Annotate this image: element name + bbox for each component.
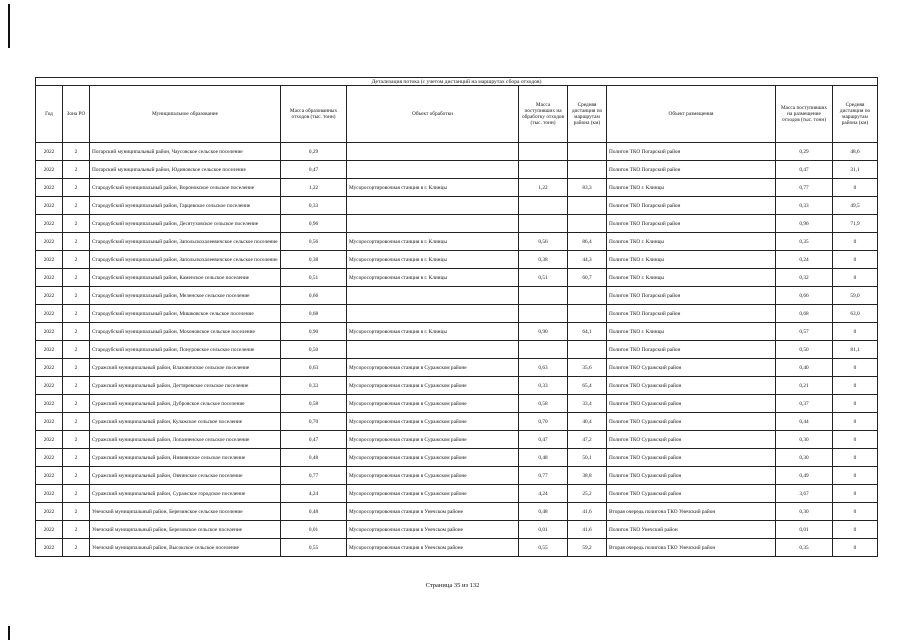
- cell-avg-distance-disposal: 0: [833, 521, 878, 539]
- cell-mass-generated: 4,24: [281, 485, 347, 503]
- cell-disposal-object: Полигон ТКО Суражский район: [607, 359, 776, 377]
- cell-avg-distance-disposal: 0: [833, 431, 878, 449]
- cell-mass-disposed: 0,66: [776, 287, 833, 305]
- cell-avg-distance-processing: [568, 197, 607, 215]
- table-row: [36, 503, 878, 521]
- cell-avg-distance-processing: 47,2: [568, 431, 607, 449]
- cell-zone: 2: [63, 143, 90, 161]
- cell-avg-distance-disposal: 63,0: [833, 305, 878, 323]
- cell-processing-object: Мусоросортировочная станция в Суражском районе: [347, 485, 519, 503]
- cell-mass-disposed: 3,67: [776, 485, 833, 503]
- cell-mass-processed: [519, 287, 568, 305]
- cell-mass-processed: [519, 197, 568, 215]
- cell-zone: 2: [63, 503, 90, 521]
- cell-disposal-object: Полигон ТКО Суражский район: [607, 449, 776, 467]
- cell-mass-processed: [519, 305, 568, 323]
- cell-year: 2022: [36, 521, 63, 539]
- cell-processing-object: Мусоросортировочная станция в Суражском районе: [347, 467, 519, 485]
- cell-mass-generated: 0,38: [281, 251, 347, 269]
- cell-processing-object: [347, 161, 519, 179]
- cell-municipality: Стародубский муниципальный район, Десятуховское сельское поселение: [90, 215, 281, 233]
- cell-municipality: Суражский муниципальный район, Лопазненское сельское поселение: [90, 431, 281, 449]
- cell-mass-generated: 0,63: [281, 359, 347, 377]
- cell-year: 2022: [36, 539, 63, 557]
- cell-mass-disposed: 0,57: [776, 323, 833, 341]
- cell-mass-disposed: 0,50: [776, 341, 833, 359]
- cell-mass-disposed: 0,35: [776, 233, 833, 251]
- cell-mass-generated: 0,29: [281, 143, 347, 161]
- cell-mass-generated: 0,68: [281, 305, 347, 323]
- cell-mass-generated: 0,48: [281, 503, 347, 521]
- cell-year: 2022: [36, 503, 63, 521]
- cell-avg-distance-disposal: 31,1: [833, 161, 878, 179]
- cell-municipality: Стародубский муниципальный район, Запольскохалеевичское сельское поселение: [90, 251, 281, 269]
- cell-processing-object: Мусоросортировочная станция в Унечском районе: [347, 521, 519, 539]
- cell-mass-generated: 0,90: [281, 323, 347, 341]
- cell-mass-processed: 0,48: [519, 503, 568, 521]
- cell-municipality: Стародубский муниципальный район, Мишковское сельское поселение: [90, 305, 281, 323]
- cell-avg-distance-processing: [568, 305, 607, 323]
- cell-municipality: Унечский муниципальный район, Высокское сельское поселение: [90, 539, 281, 557]
- cell-avg-distance-processing: 65,4: [568, 377, 607, 395]
- table-row: [36, 413, 878, 431]
- cell-year: 2022: [36, 377, 63, 395]
- cell-processing-object: [347, 305, 519, 323]
- cell-mass-generated: 0,96: [281, 215, 347, 233]
- header-avg-distance-processing: Средняя дистанция по маршрутам района (км): [568, 86, 607, 143]
- cell-year: 2022: [36, 197, 63, 215]
- cell-zone: 2: [63, 485, 90, 503]
- cell-avg-distance-processing: 41,6: [568, 503, 607, 521]
- cell-avg-distance-disposal: 0: [833, 539, 878, 557]
- cell-zone: 2: [63, 215, 90, 233]
- cell-avg-distance-processing: 64,1: [568, 323, 607, 341]
- cell-mass-generated: 0,66: [281, 287, 347, 305]
- cell-mass-generated: 0,55: [281, 539, 347, 557]
- cell-zone: 2: [63, 341, 90, 359]
- cell-avg-distance-disposal: 0: [833, 467, 878, 485]
- cell-processing-object: Мусоросортировочная станция в г. Клинцы: [347, 251, 519, 269]
- cell-zone: 2: [63, 233, 90, 251]
- cell-mass-processed: 0,70: [519, 413, 568, 431]
- cell-avg-distance-processing: 60,7: [568, 269, 607, 287]
- cell-avg-distance-processing: 44,3: [568, 251, 607, 269]
- cell-processing-object: [347, 341, 519, 359]
- cell-processing-object: Мусоросортировочная станция в Суражском районе: [347, 431, 519, 449]
- cell-disposal-object: Полигон ТКО Погарский район: [607, 341, 776, 359]
- cell-mass-processed: [519, 161, 568, 179]
- table-row: [36, 197, 878, 215]
- cell-municipality: Суражский муниципальный район, Дубровское сельское поселение: [90, 395, 281, 413]
- cell-year: 2022: [36, 341, 63, 359]
- cell-avg-distance-disposal: 48,6: [833, 143, 878, 161]
- table-title: Детализация потока (с учетом дистанций на маршрутах сбора отходов): [36, 78, 878, 86]
- cell-mass-processed: 1,22: [519, 179, 568, 197]
- cell-municipality: Суражский муниципальный район, Нивнянское сельское поселение: [90, 449, 281, 467]
- cell-processing-object: Мусоросортировочная станция в Суражском районе: [347, 377, 519, 395]
- cell-avg-distance-disposal: 0: [833, 269, 878, 287]
- header-mass-generated: Масса образованных отходов (тыс. тонн): [281, 86, 347, 143]
- cell-mass-disposed: 0,30: [776, 503, 833, 521]
- left-margin-line: [8, 4, 10, 48]
- cell-municipality: Погарский муниципальный район, Чаусовское сельское поселение: [90, 143, 281, 161]
- cell-mass-disposed: 0,29: [776, 143, 833, 161]
- cell-processing-object: Мусоросортировочная станция в г. Клинцы: [347, 179, 519, 197]
- cell-disposal-object: Вторая очередь полигона ТКО Унечский район: [607, 503, 776, 521]
- cell-mass-processed: [519, 143, 568, 161]
- table-row: [36, 431, 878, 449]
- cell-mass-processed: 0,90: [519, 323, 568, 341]
- cell-mass-generated: 0,47: [281, 161, 347, 179]
- cell-mass-processed: 0,56: [519, 233, 568, 251]
- table-row: [36, 305, 878, 323]
- header-disposal-object: Объект размещения: [607, 86, 776, 143]
- cell-zone: 2: [63, 305, 90, 323]
- cell-avg-distance-processing: 33,4: [568, 395, 607, 413]
- cell-avg-distance-disposal: 0: [833, 449, 878, 467]
- cell-processing-object: Мусоросортировочная станция в Суражском районе: [347, 359, 519, 377]
- cell-mass-processed: 0,48: [519, 449, 568, 467]
- cell-mass-generated: 0,58: [281, 395, 347, 413]
- cell-year: 2022: [36, 305, 63, 323]
- header-mass-disposed: Масса поступивших на размещение отходов (тыс. тонн): [776, 86, 833, 143]
- cell-disposal-object: Полигон ТКО г. Клинцы: [607, 323, 776, 341]
- cell-disposal-object: Полигон ТКО Погарский район: [607, 161, 776, 179]
- cell-municipality: Суражский муниципальный район, Овчинское сельское поселение: [90, 467, 281, 485]
- cell-processing-object: Мусоросортировочная станция в Суражском районе: [347, 413, 519, 431]
- cell-avg-distance-processing: [568, 215, 607, 233]
- cell-avg-distance-processing: 59,2: [568, 539, 607, 557]
- waste-flow-table: [35, 77, 878, 557]
- cell-zone: 2: [63, 413, 90, 431]
- cell-municipality: Унечский муниципальный район, Березинское сельское поселение: [90, 503, 281, 521]
- cell-disposal-object: Полигон ТКО г. Клинцы: [607, 179, 776, 197]
- cell-mass-disposed: 0,47: [776, 161, 833, 179]
- cell-year: 2022: [36, 251, 63, 269]
- cell-zone: 2: [63, 179, 90, 197]
- cell-avg-distance-processing: 38,8: [568, 467, 607, 485]
- cell-disposal-object: Полигон ТКО Суражский район: [607, 485, 776, 503]
- cell-mass-processed: 0,38: [519, 251, 568, 269]
- cell-mass-processed: 4,24: [519, 485, 568, 503]
- cell-mass-disposed: 0,30: [776, 449, 833, 467]
- table-row: [36, 269, 878, 287]
- table-row: [36, 485, 878, 503]
- cell-disposal-object: Полигон ТКО Погарский район: [607, 215, 776, 233]
- cell-avg-distance-disposal: 0: [833, 485, 878, 503]
- cell-avg-distance-processing: 25,2: [568, 485, 607, 503]
- cell-mass-generated: 0,77: [281, 467, 347, 485]
- cell-mass-processed: 0,77: [519, 467, 568, 485]
- cell-processing-object: [347, 215, 519, 233]
- cell-avg-distance-processing: 40,4: [568, 413, 607, 431]
- cell-disposal-object: Полигон ТКО г. Клинцы: [607, 251, 776, 269]
- cell-mass-generated: 0,70: [281, 413, 347, 431]
- cell-processing-object: Мусоросортировочная станция в Унечском районе: [347, 503, 519, 521]
- cell-zone: 2: [63, 449, 90, 467]
- header-mass-processed: Масса поступивших на обработку отходов (тыс. тонн): [519, 86, 568, 143]
- cell-avg-distance-processing: 41,6: [568, 521, 607, 539]
- cell-avg-distance-processing: 50,1: [568, 449, 607, 467]
- table-row: [36, 323, 878, 341]
- cell-mass-generated: 0,48: [281, 449, 347, 467]
- cell-avg-distance-disposal: 49,5: [833, 197, 878, 215]
- cell-disposal-object: Полигон ТКО Погарский район: [607, 197, 776, 215]
- cell-zone: 2: [63, 431, 90, 449]
- cell-year: 2022: [36, 233, 63, 251]
- cell-mass-disposed: 0,96: [776, 215, 833, 233]
- cell-year: 2022: [36, 143, 63, 161]
- cell-zone: 2: [63, 395, 90, 413]
- cell-disposal-object: Полигон ТКО Погарский район: [607, 305, 776, 323]
- cell-municipality: Стародубский муниципальный район, Каменское сельское поселение: [90, 269, 281, 287]
- cell-avg-distance-disposal: 0: [833, 233, 878, 251]
- table-row: [36, 359, 878, 377]
- cell-avg-distance-processing: [568, 161, 607, 179]
- cell-avg-distance-processing: 83,3: [568, 179, 607, 197]
- cell-processing-object: Мусоросортировочная станция в Унечском районе: [347, 539, 519, 557]
- cell-disposal-object: Полигон ТКО Унечский район: [607, 521, 776, 539]
- cell-year: 2022: [36, 395, 63, 413]
- cell-mass-generated: 0,01: [281, 521, 347, 539]
- table-row: [36, 143, 878, 161]
- cell-mass-generated: 0,33: [281, 197, 347, 215]
- page-number: Страница 35 из 132: [425, 582, 480, 589]
- cell-municipality: Стародубский муниципальный район, Понуровское сельское поселение: [90, 341, 281, 359]
- cell-processing-object: [347, 287, 519, 305]
- cell-mass-disposed: 0,77: [776, 179, 833, 197]
- cell-processing-object: Мусоросортировочная станция в Суражском районе: [347, 449, 519, 467]
- cell-municipality: Суражский муниципальный район, Влазовичское сельское поселение: [90, 359, 281, 377]
- cell-mass-processed: [519, 341, 568, 359]
- header-zone: Зона РО: [63, 86, 90, 143]
- cell-disposal-object: Полигон ТКО г. Клинцы: [607, 269, 776, 287]
- cell-municipality: Стародубский муниципальный район, Воронокское сельское поселение: [90, 179, 281, 197]
- cell-avg-distance-processing: 35,6: [568, 359, 607, 377]
- cell-mass-processed: 0,33: [519, 377, 568, 395]
- table-row: [36, 539, 878, 557]
- cell-municipality: Стародубский муниципальный район, Запольскохалеевичское сельское поселение: [90, 233, 281, 251]
- table-row: [36, 251, 878, 269]
- cell-mass-processed: 0,01: [519, 521, 568, 539]
- cell-municipality: Суражский муниципальный район, Дегтяревское сельское поселение: [90, 377, 281, 395]
- table-row: [36, 377, 878, 395]
- cell-mass-disposed: 0,32: [776, 269, 833, 287]
- cell-avg-distance-disposal: 71,9: [833, 215, 878, 233]
- cell-processing-object: Мусоросортировочная станция в г. Клинцы: [347, 323, 519, 341]
- cell-zone: 2: [63, 323, 90, 341]
- cell-avg-distance-processing: [568, 287, 607, 305]
- cell-year: 2022: [36, 467, 63, 485]
- cell-disposal-object: Полигон ТКО Погарский район: [607, 143, 776, 161]
- cell-zone: 2: [63, 197, 90, 215]
- cell-avg-distance-processing: [568, 341, 607, 359]
- table-row: [36, 467, 878, 485]
- cell-avg-distance-disposal: 0: [833, 359, 878, 377]
- cell-mass-generated: 1,22: [281, 179, 347, 197]
- cell-zone: 2: [63, 539, 90, 557]
- cell-municipality: Погарский муниципальный район, Юдиновское сельское поселение: [90, 161, 281, 179]
- cell-mass-processed: 0,51: [519, 269, 568, 287]
- cell-disposal-object: Полигон ТКО Суражский район: [607, 467, 776, 485]
- cell-avg-distance-disposal: 0: [833, 179, 878, 197]
- cell-mass-disposed: 0,40: [776, 359, 833, 377]
- cell-municipality: Стародубский муниципальный район, Меленское сельское поселение: [90, 287, 281, 305]
- cell-zone: 2: [63, 287, 90, 305]
- cell-mass-processed: 0,47: [519, 431, 568, 449]
- cell-mass-disposed: 0,33: [776, 197, 833, 215]
- cell-mass-disposed: 0,01: [776, 521, 833, 539]
- cell-mass-processed: 0,55: [519, 539, 568, 557]
- cell-processing-object: Мусоросортировочная станция в Суражском районе: [347, 395, 519, 413]
- table-row: [36, 341, 878, 359]
- cell-avg-distance-disposal: 0: [833, 323, 878, 341]
- cell-year: 2022: [36, 323, 63, 341]
- cell-disposal-object: Вторая очередь полигона ТКО Унечский район: [607, 539, 776, 557]
- cell-mass-disposed: 0,44: [776, 413, 833, 431]
- cell-disposal-object: Полигон ТКО Суражский район: [607, 431, 776, 449]
- cell-year: 2022: [36, 161, 63, 179]
- cell-mass-generated: 0,50: [281, 341, 347, 359]
- cell-processing-object: Мусоросортировочная станция в г. Клинцы: [347, 269, 519, 287]
- cell-mass-processed: [519, 215, 568, 233]
- cell-processing-object: Мусоросортировочная станция в г. Клинцы: [347, 233, 519, 251]
- cell-mass-disposed: 0,30: [776, 431, 833, 449]
- cell-mass-disposed: 0,49: [776, 467, 833, 485]
- cell-processing-object: [347, 197, 519, 215]
- cell-year: 2022: [36, 269, 63, 287]
- header-processing-object: Объект обработки: [347, 86, 519, 143]
- cell-mass-generated: 0,51: [281, 269, 347, 287]
- cell-avg-distance-disposal: 0: [833, 503, 878, 521]
- cell-disposal-object: Полигон ТКО Суражский район: [607, 413, 776, 431]
- cell-avg-distance-processing: [568, 143, 607, 161]
- cell-mass-generated: 0,56: [281, 233, 347, 251]
- cell-zone: 2: [63, 521, 90, 539]
- cell-year: 2022: [36, 485, 63, 503]
- cell-year: 2022: [36, 449, 63, 467]
- cell-mass-processed: 0,58: [519, 395, 568, 413]
- cell-year: 2022: [36, 215, 63, 233]
- table-row: [36, 395, 878, 413]
- header-year: Год: [36, 86, 63, 143]
- cell-year: 2022: [36, 179, 63, 197]
- cell-mass-disposed: 0,35: [776, 539, 833, 557]
- cell-avg-distance-disposal: 81,1: [833, 341, 878, 359]
- cell-municipality: Суражский муниципальный район, Кулажское сельское поселение: [90, 413, 281, 431]
- cell-municipality: Унечский муниципальный район, Березовское сельское поселение: [90, 521, 281, 539]
- cell-disposal-object: Полигон ТКО Суражский район: [607, 377, 776, 395]
- cell-avg-distance-disposal: 59,0: [833, 287, 878, 305]
- table-row: [36, 215, 878, 233]
- cell-zone: 2: [63, 467, 90, 485]
- cell-municipality: Стародубский муниципальный район, Мохоновское сельское поселение: [90, 323, 281, 341]
- cell-year: 2022: [36, 431, 63, 449]
- table-row: [36, 161, 878, 179]
- table-row: [36, 449, 878, 467]
- table-row: [36, 179, 878, 197]
- cell-zone: 2: [63, 269, 90, 287]
- cell-year: 2022: [36, 413, 63, 431]
- cell-year: 2022: [36, 287, 63, 305]
- cell-zone: 2: [63, 251, 90, 269]
- cell-mass-disposed: 0,37: [776, 395, 833, 413]
- table-row: [36, 287, 878, 305]
- cell-mass-processed: 0,63: [519, 359, 568, 377]
- cell-zone: 2: [63, 359, 90, 377]
- cell-avg-distance-disposal: 0: [833, 377, 878, 395]
- cell-municipality: Суражский муниципальный район, Суражское городское поселение: [90, 485, 281, 503]
- cell-mass-disposed: 0,68: [776, 305, 833, 323]
- header-avg-distance-disposal: Средняя дистанция по маршрутам района (км): [833, 86, 878, 143]
- cell-zone: 2: [63, 377, 90, 395]
- cell-disposal-object: Полигон ТКО г. Клинцы: [607, 233, 776, 251]
- cell-mass-disposed: 0,24: [776, 251, 833, 269]
- cell-avg-distance-disposal: 0: [833, 413, 878, 431]
- cell-disposal-object: Полигон ТКО Погарский район: [607, 287, 776, 305]
- table-row: [36, 521, 878, 539]
- cell-disposal-object: Полигон ТКО Суражский район: [607, 395, 776, 413]
- header-municipality: Муниципальное образование: [90, 86, 281, 143]
- cell-municipality: Стародубский муниципальный район, Гарцевское сельское поселение: [90, 197, 281, 215]
- cell-processing-object: [347, 143, 519, 161]
- cell-avg-distance-processing: 86,4: [568, 233, 607, 251]
- cell-avg-distance-disposal: 0: [833, 251, 878, 269]
- cell-mass-disposed: 0,21: [776, 377, 833, 395]
- cell-mass-generated: 0,33: [281, 377, 347, 395]
- cell-mass-generated: 0,47: [281, 431, 347, 449]
- cell-avg-distance-disposal: 0: [833, 395, 878, 413]
- table-row: [36, 233, 878, 251]
- cell-zone: 2: [63, 161, 90, 179]
- cell-year: 2022: [36, 359, 63, 377]
- left-margin-line: [8, 626, 10, 640]
